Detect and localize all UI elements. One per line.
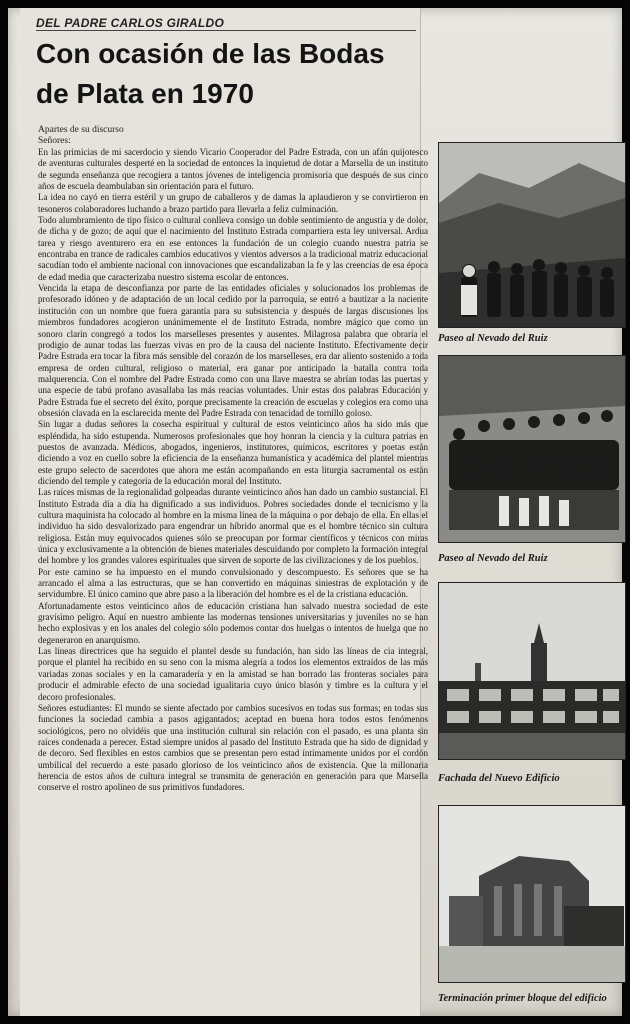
- paragraph: Todo alumbramiento de tipo físico o cultural conlleva consigo un doble sentimiento de angustia y de dolor, de dicha y de gozo; de aquí que el nacimiento del Instituto Estrada compartiera esta ley universal. Ardua tarea y riesgo aventurero era en ese entonces la fundación de un colegio cuando nuestra patria se encontraba en trance de radicales cambios educativos y vientos adversos a la tradicional matriz educacional sacudían todo el ambiente nacional con innovaciones que escandalizaban la fe y las creencias de esa época de edad media que caracterizaba nuestro sistema escolar de entonces.: [38, 215, 428, 282]
- article-subtitle: Apartes de su discurso: [38, 125, 124, 135]
- article-pretitle: DEL PADRE CARLOS GIRALDO: [36, 16, 225, 30]
- paragraph: Las líneas directrices que ha seguido el plantel desde su fundación, han sido las líneas de cia integral, porque el plantel ha recibido en su seno con la misma alegría a todos los elementos extraídos de las más variadas zonas sociales y en la camaradería y en la amistad se han borrado las fronteras sociales para producir el admirable efecto de una sociedad igualitaria cuyo único blasón y timbre es la cultura y el decoro profesionales.: [38, 646, 428, 702]
- paragraph: En las primicias de mi sacerdocio y siendo Vicario Cooperador del Padre Estrada, con un afán quijotesco de aventuras culturales desperté en la sociedad de entonces la inquietud de dotar a Marsella de un instituto de segunda enseñanza que recogiera a tantos jóvenes de inteligencia promisoria que después de sus cinco años de escuela deambulaban sin orientación para el futuro.: [38, 147, 428, 192]
- photo-building-facade: [438, 582, 626, 760]
- paragraph: Vencida la etapa de desconfianza por parte de las entidades oficiales y solucionados los problemas de profesorado idóneo y de adaptación de un local cedido por la parroquia, se entró a bautizar a la naciente institución con un nombre que fuera garantía para su subsistencia y después de largas discusiones los miembros fundadores acogieron unánimemente el de Instituto Estrada, nombre mágico que como un sonoro clarín congregó a todos los marselleses presentes y ausentes. Milagrosa palabra que obraría el prodigio de aunar todas las fuerzas vivas en pro de la causa del naciente Instituto. Efectivamente decir Padre Estrada era tocar la fibra más sensible del corazón de los marselleses, era dar aliento sostenido a toda empresa de orden cultural, religioso o material, era ganar por anticipado la batalla contra toda malquerencia. Con el nombre del Padre Estrada como con una llave maestra se abrían todas las puertas y una especie de tabú profano avasallaba las más reacias voluntades. Unir estas dos palabras Educación y Padre Estrada fue el secreto del éxito, porque precisamente la creación de escuelas y colegios era como una obsesión clavada en la esclarecida mente del Padre Estrada con tenacidad de tornillo goloso.: [38, 283, 428, 418]
- photo-caption: Fachada del Nuevo Edificio: [438, 773, 560, 784]
- pretitle-rule: [36, 30, 416, 31]
- photo-building-construction: [438, 805, 626, 983]
- paragraph: Por este camino se ha impuesto en el mundo convulsionado y descompuesto. Es señores que se ha arrancado el alma a las estructuras, que se han convertido en máquinas siniestras de explotación y de servidumbre. El único camino que abre paso a la liberación del hombre es el de la cristiana educación.: [38, 566, 428, 600]
- article-subtitle-block: [38, 125, 124, 147]
- title-line-1: Con ocasión de las Bodas: [36, 38, 385, 69]
- salutation: Señores:: [38, 136, 71, 146]
- photo-caption: Terminación primer bloque del edificio: [438, 993, 607, 1004]
- newspaper-clipping: [20, 8, 428, 1016]
- photo-caption: Paseo al Nevado del Ruiz: [438, 553, 548, 564]
- scrapbook-page: [8, 8, 622, 1016]
- paragraph: Señores estudiantes: El mundo se siente afectado por cambios sucesivos en todas sus formas; en todas sus funciones la sociedad cambia a pasos agigantados; aceptad en buena hora todos estos fenómenos sociológicos, pero no olvidéis que una institución cultural sin relación con el pasado, es una planta sin raíces condenada a perecer. Estad siempre unidos al pasado del Instituto Estrada que ha sido de dignidad y de decoro. Sed flexibles en estos cambios que se presentan pero estad íntimamente unidos por el cordón umbilical del recuerdo a este pasado glorioso de los veinticinco años de existencia. Que la millonaria herencia de estos años de cultura integral se transmita de generación en generación para que Marsella conserve el rostro apolíneo de sus primitivos fundadores.: [38, 702, 428, 793]
- paragraph: La idea no cayó en tierra estéril y un grupo de caballeros y de damas la aplaudieron y se convirtieron en tesoneros colaboradores luchando a brazo partido para llevarla a feliz culminación.: [38, 192, 428, 214]
- paragraph: Afortunadamente estos veinticinco años de educación cristiana han salvado nuestra sociedad de este gravísimo peligro. Aquí en nuestro ambiente las modernas tensiones universitarias y juveniles no se han hecho explosivas y en los anales del colegio sólo podemos contar dos huelgas o intentos de huelga que no degeneraron en anarquismo.: [38, 600, 428, 645]
- paragraph: Sin lugar a dudas señores la cosecha espiritual y cultural de estos veinticinco años ha sido más que espléndida, ha sido estupenda. Numerosos profesionales que hoy honran la ciencia y la cultura patrias en puestos de avanzada. Médicos, abogados, ingenieros, institutores, químicos, escritores y poetas están diciendo a voz en cuello sobre la eficiencia de la enseñanza humanística y académica del plantel mientras este grupo selecto de sacerdotes que ahora me están acompañando en esta liturgia sacramental os están diciendo del temple y categoría de la educación moral del Instituto.: [38, 419, 428, 486]
- photo-hike-2: [438, 355, 626, 543]
- photo-caption: Paseo al Nevado del Ruiz: [438, 333, 548, 344]
- photo-hike-1: [438, 142, 626, 328]
- paragraph: Las raíces mismas de la regionalidad golpeadas durante veinticinco años han dado un cambio sustancial. El Instituto Estrada día a día ha dignificado a sus individuos. Pobres sociedades donde el tecnicismo y la cultura maquinista ha colocado al hombre en la misma línea de la máquina o por debajo de ella. En ellas el individuo ha sido desvalorizado para engendrar un híbrido anormal que es el hombre técnico sin cultura religiosa. Están muy equivocados quienes sólo se preocupan por formar científicos y técnicos con miras única y exclusivamente a la obtención de bienes materiales descuidando por completo la formación integral del hombre y los grandes valores espirituales que sirven de soporte de las civilizaciones y de los pueblos.: [38, 487, 428, 566]
- article-title: [36, 34, 426, 114]
- article-body: [38, 147, 428, 1015]
- title-line-2: de Plata en 1970: [36, 78, 254, 109]
